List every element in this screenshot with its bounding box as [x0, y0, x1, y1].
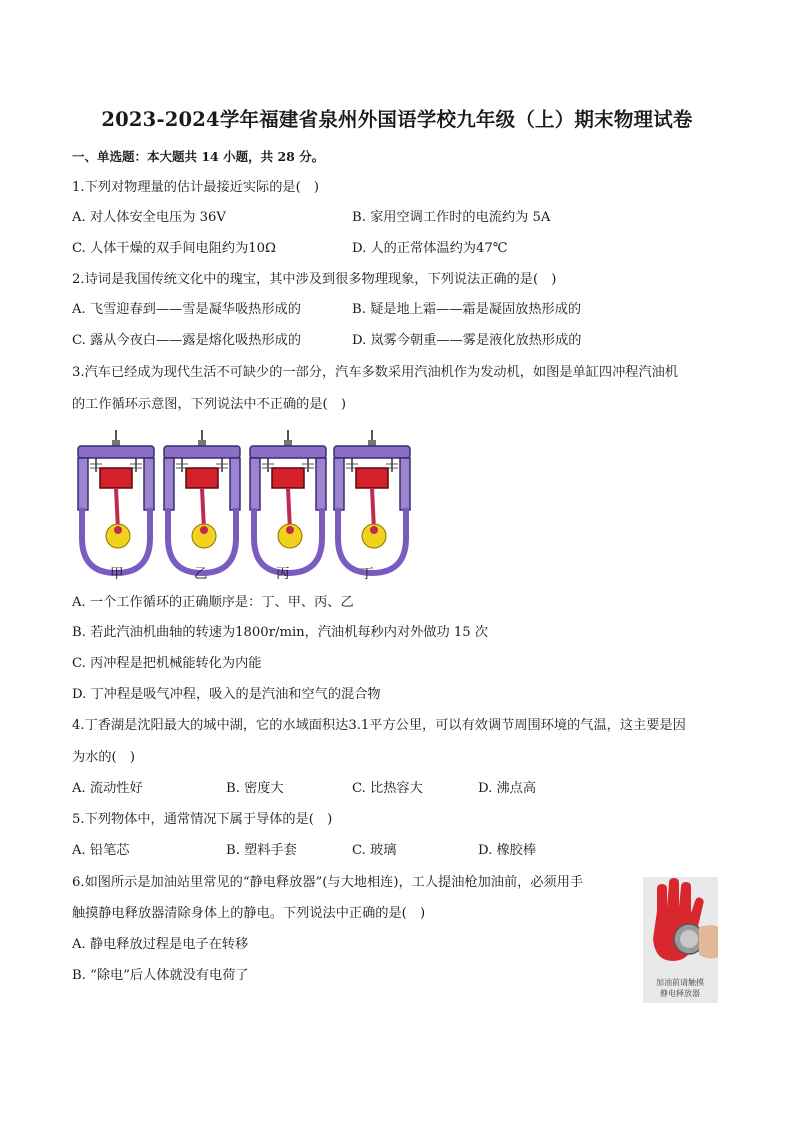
question-3-option-a: A. 一个工作循环的正确顺序是：丁、甲、丙、乙: [72, 595, 354, 610]
question-6-stem-line-1: 6.如图所示是加油站里常见的“静电释放器”(与大地相连)，工人提油枪加油前，必须用手: [72, 875, 584, 890]
page-title: 2023-2024学年福建省泉州外国语学校九年级（上）期末物理试卷: [101, 108, 693, 131]
question-5-stem: 5.下列物体中，通常情况下属于导体的是( ): [72, 812, 333, 827]
question-2-option-b: B. 疑是地上霜——霜是凝固放热形成的: [352, 302, 582, 317]
question-3-stem-line-1: 3.汽车已经成为现代生活不可缺少的一部分，汽车多数采用汽油机作为发动机，如图是单缸四冲程汽油机: [72, 365, 679, 380]
question-4-option-a: A. 流动性好: [72, 781, 143, 796]
question-1-stem: 1.下列对物理量的估计最接近实际的是( ): [72, 180, 320, 195]
question-1-option-d: D. 人的正常体温约为47℃: [352, 241, 508, 256]
question-1-option-b: B. 家用空调工作时的电流约为 5A: [352, 210, 551, 225]
question-6-option-b: B. “除电”后人体就没有电荷了: [72, 968, 249, 983]
question-6-stem-line-2: 触摸静电释放器清除身体上的静电。下列说法中正确的是( ): [72, 906, 426, 921]
photo-caption-line-1: 加油前请触摸: [656, 978, 704, 987]
photo-caption-line-2: 静电释放器: [660, 989, 700, 998]
question-3-option-b: B. 若此汽油机曲轴的转速为1800r/min，汽油机每秒内对外做功 15 次: [72, 625, 489, 640]
question-3-option-c: C. 丙冲程是把机械能转化为内能: [72, 656, 262, 671]
question-5-option-d: D. 橡胶棒: [478, 843, 537, 858]
question-2-option-c: C. 露从今夜白——露是熔化吸热形成的: [72, 333, 302, 348]
question-4-option-c: C. 比热容大: [352, 781, 423, 796]
question-1-option-a: A. 对人体安全电压为 36V: [72, 210, 226, 225]
question-4-stem-line-1: 4.丁香湖是沈阳最大的城中湖，它的水域面积达3.1平方公里，可以有效调节周围环境的气温，这主要是因: [72, 718, 686, 733]
question-5-option-a: A. 铅笔芯: [72, 843, 130, 858]
question-2-option-a: A. 飞雪迎春到——雪是凝华吸热形成的: [72, 302, 301, 317]
question-2-option-d: D. 岚雾今朝重——雾是液化放热形成的: [352, 333, 582, 348]
engine-label-ding: 丁: [360, 566, 374, 582]
question-4-stem-line-2: 为水的( ): [72, 750, 136, 765]
question-4-option-d: D. 沸点高: [478, 781, 537, 796]
engine-label-bing: 丙: [276, 566, 290, 582]
static-discharger-photo: [643, 877, 718, 1003]
question-2-stem: 2.诗词是我国传统文化中的瑰宝，其中涉及到很多物理现象，下列说法正确的是( ): [72, 272, 557, 287]
question-5-option-b: B. 塑料手套: [226, 843, 297, 858]
question-5-option-c: C. 玻璃: [352, 843, 397, 858]
question-4-option-b: B. 密度大: [226, 781, 284, 796]
question-3-option-d: D. 丁冲程是吸气冲程，吸入的是汽油和空气的混合物: [72, 687, 381, 702]
engine-label-yi: 乙: [194, 566, 208, 582]
question-1-option-c: C. 人体干燥的双手间电阻约为10Ω: [72, 241, 276, 256]
question-3-stem-line-2: 的工作循环示意图，下列说法中不正确的是( ): [72, 397, 347, 412]
section-heading: 一、单选题：本大题共 14 小题，共 28 分。: [72, 149, 325, 164]
question-6-option-a: A. 静电释放过程是电子在转移: [72, 937, 249, 952]
engine-label-jia: 甲: [110, 566, 124, 582]
